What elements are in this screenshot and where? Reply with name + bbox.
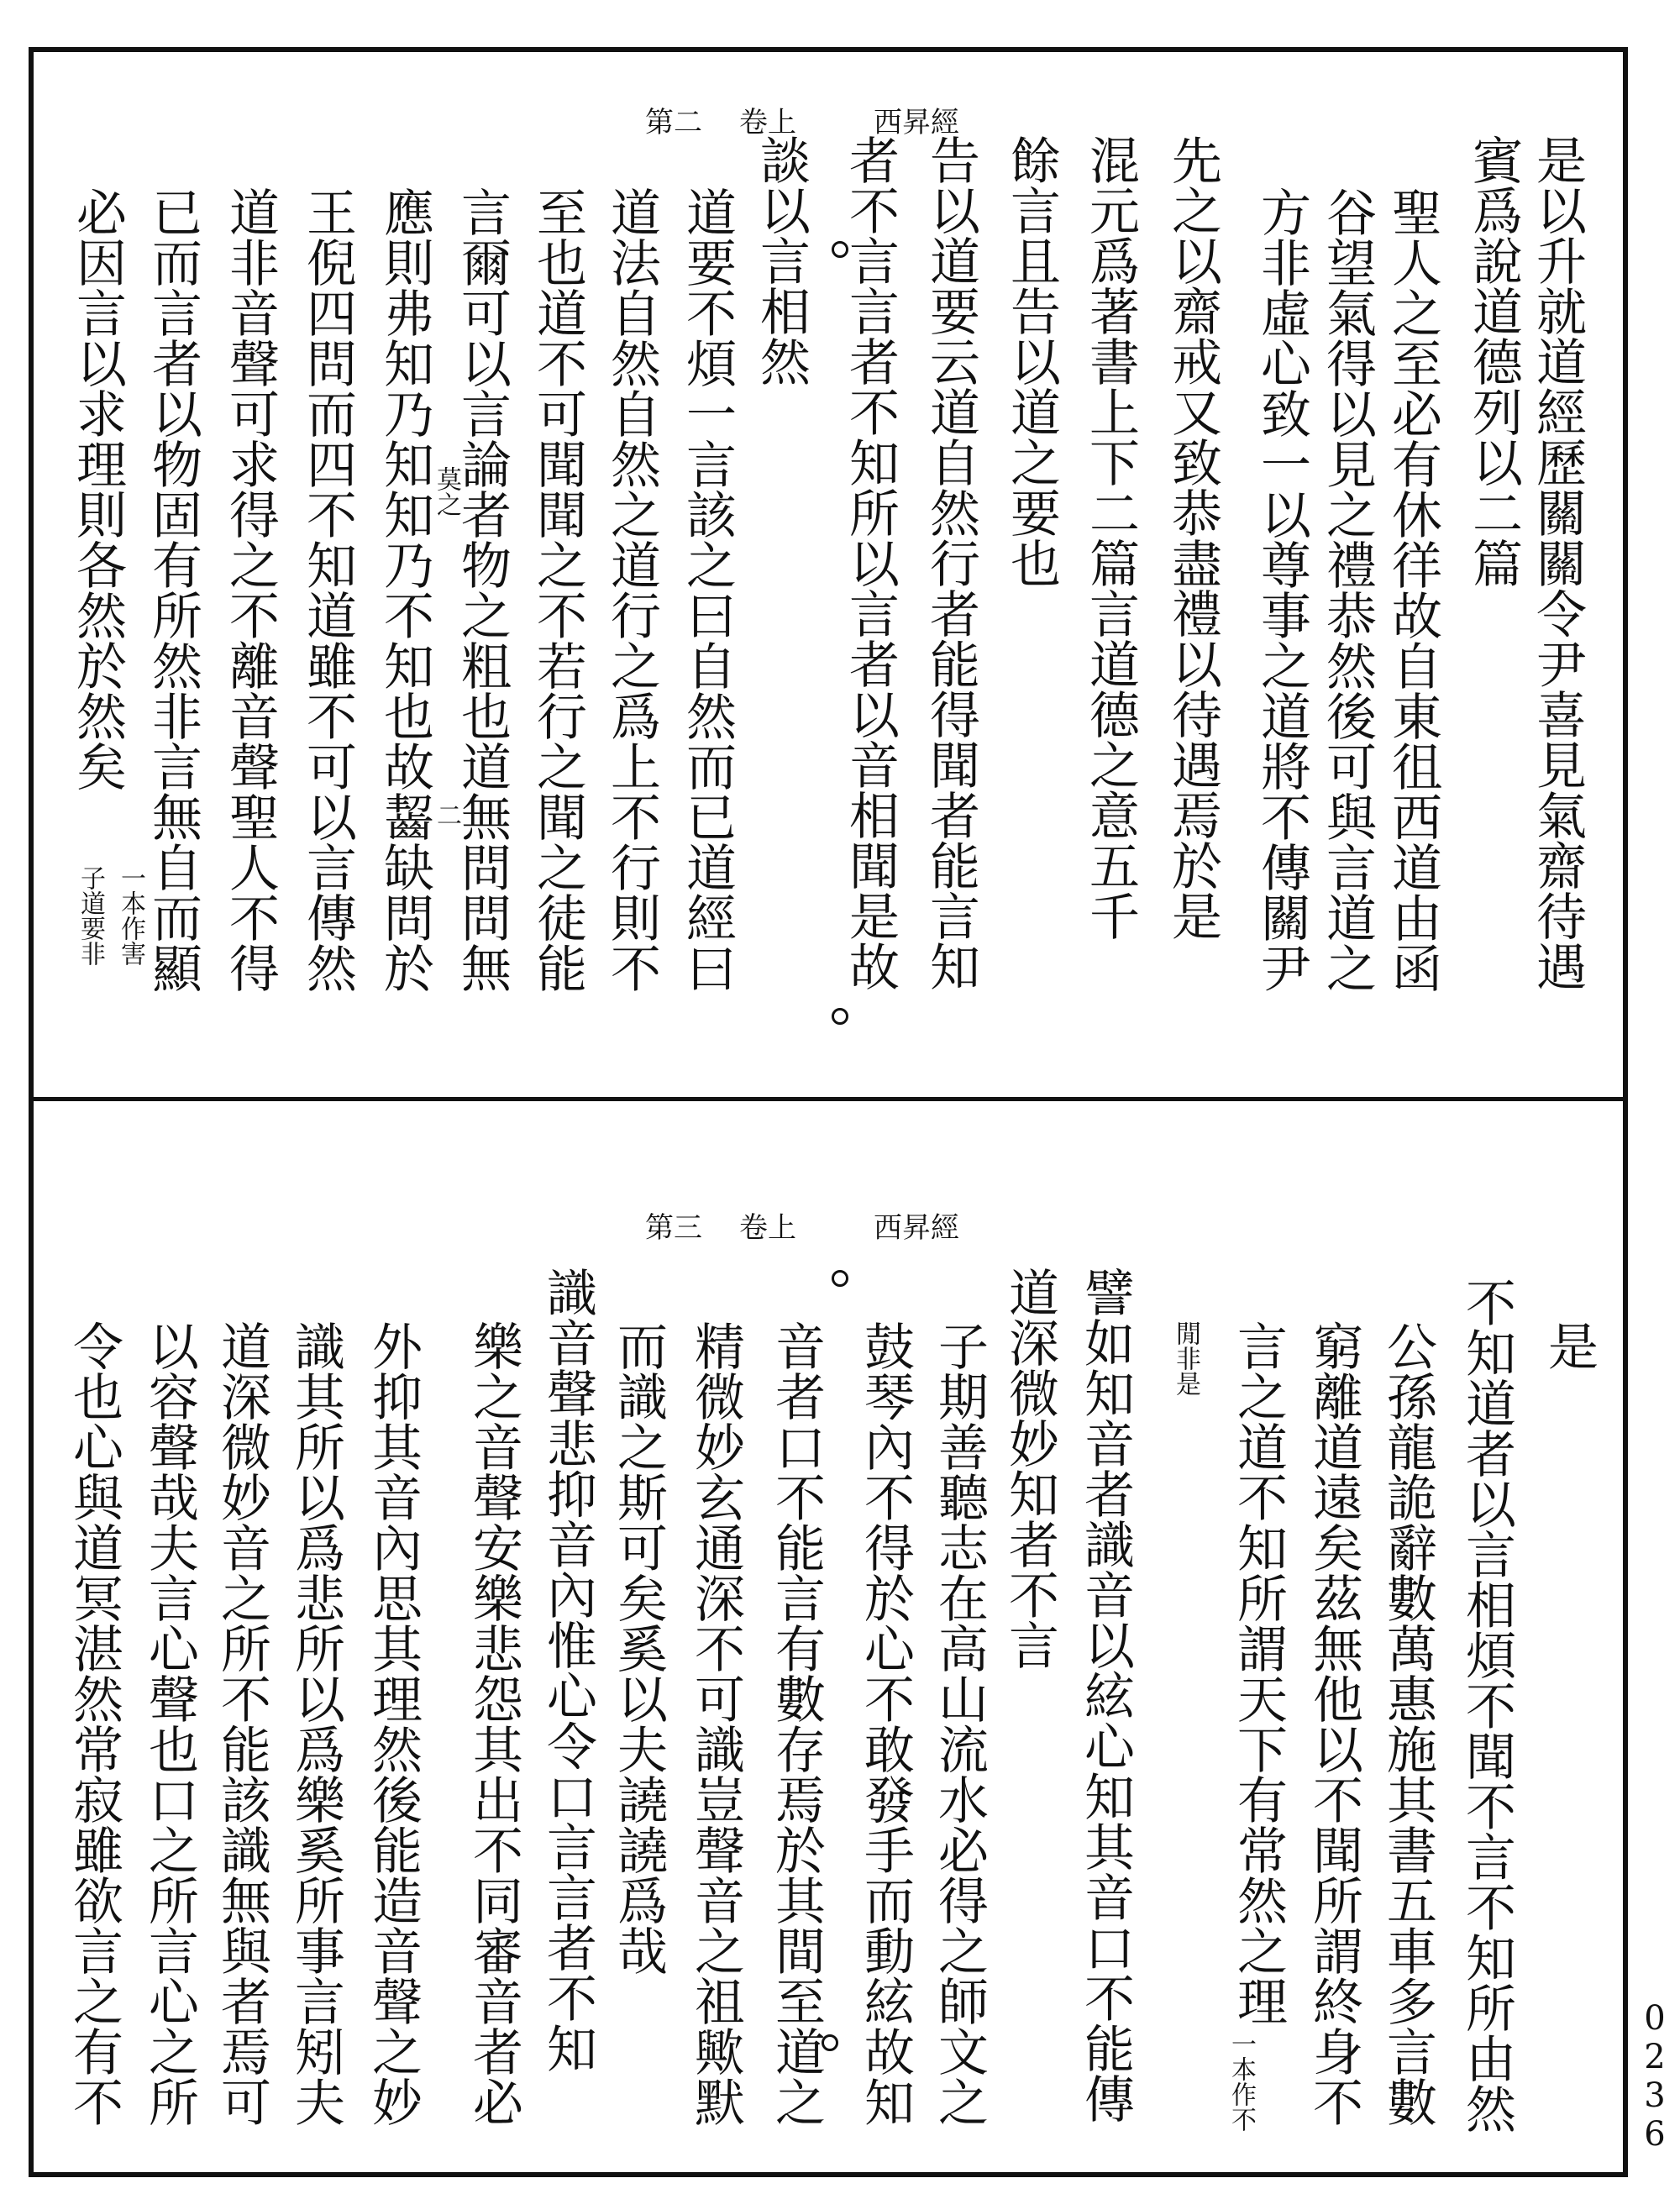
top-col-15: 言爾可以言論者物之粗也道無問問無 [453, 186, 512, 993]
top-col-19: 已而言者以物固有所然非言無自而顯 [144, 186, 202, 993]
bottom-col-7: 譬如知音者識音以絃心知其音口不能傳 [1076, 1267, 1135, 2123]
bottom-header-book: 西昇經 [874, 1211, 959, 1245]
top-col-20: 必因言以求理則各然於然矣 [68, 186, 127, 791]
top-note-inline: 莫之 [432, 466, 461, 517]
bottom-header-volume: 卷上 [739, 1211, 796, 1245]
top-col-3: 聖人之至必有休徉故自東徂西道由函 [1383, 186, 1442, 993]
top-col-8: 餘言且告以道之要也 [1002, 134, 1061, 588]
top-header-volume: 卷上 [739, 106, 796, 139]
top-note-variant-2: 子道要非 [76, 865, 105, 966]
bottom-col-2: 不知道者以言相煩不聞不言不知所由然 [1457, 1277, 1516, 2133]
bottom-col-20: 令也心與道冥湛然常寂雖欲言之有不 [65, 1320, 123, 2127]
bottom-circle-mark-2 [822, 2034, 838, 2051]
top-page-header [0, 99, 1680, 139]
top-circle-mark-1 [832, 241, 848, 258]
top-col-7: 混元爲著書上下二篇言道德之意五千 [1081, 134, 1140, 941]
top-col-14: 至也道不可聞聞之不若行之聞之徒能 [528, 186, 587, 993]
bottom-col-19: 以容聲哉夫言心聲也口之所言心之所 [140, 1320, 199, 2127]
bottom-col-14: 識音聲悲抑音內惟心令口言言者不知 [538, 1267, 597, 2073]
top-note-margin: 二 [432, 802, 461, 827]
bottom-col-16: 外抑其音內思其理然後能造音聲之妙 [364, 1320, 423, 2127]
bottom-col-5: 言之道不知所謂天下有常然之理 [1229, 1320, 1288, 2026]
bottom-header-chapter: 第三 [645, 1211, 702, 1245]
top-circle-mark-2 [832, 1008, 848, 1025]
bottom-col-4: 窮離道遠矣茲無他以不聞所謂終身不 [1305, 1320, 1363, 2127]
top-col-12: 道要不煩一言該之曰自然而已道經曰 [678, 186, 737, 993]
top-col-9: 告以道要云道自然行者能得聞者能言知 [921, 134, 980, 991]
bottom-col-13: 而識之斯可矣奚以夫譊譊爲哉 [609, 1320, 668, 1976]
top-col-11: 談以言相然 [752, 134, 811, 386]
bottom-col-17: 識其所以爲悲所以爲樂奚所事言矧夫 [286, 1320, 345, 2127]
top-col-2: 賓爲說道德列以二篇 [1464, 134, 1523, 588]
bottom-col-9: 子期善聽志在高山流水必得之師文之 [930, 1320, 989, 2127]
bottom-col-15: 樂之音聲安樂悲怨其出不同審音者必 [465, 1320, 523, 2127]
bottom-note-variant-2: 閒非是 [1171, 1320, 1200, 1396]
top-col-16: 應則弗知乃知知乃不知也故齧缺問於 [375, 186, 434, 993]
bottom-col-11: 音者口不能言有數存焉於其間至道之 [767, 1320, 826, 2127]
bottom-col-3: 公孫龍詭辭數萬惠施其書五車多言數 [1378, 1320, 1437, 2127]
top-col-17: 王倪四問而四不知道雖不可以言傳然 [298, 186, 357, 993]
top-col-13: 道法自然自然之道行之爲上不行則不 [602, 186, 661, 993]
page-divider [29, 1097, 1628, 1101]
bottom-note-variant-1: 一本作不 [1226, 2031, 1256, 2132]
top-col-18: 道非音聲可求得之不離音聲聖人不得 [221, 186, 280, 993]
bottom-col-10: 鼓琴內不得於心不敢發手而動絃故知 [856, 1320, 915, 2127]
bottom-col-18: 道深微妙音之所不能該識無與者焉可 [213, 1320, 271, 2127]
top-col-5: 方非虛心致一以尊事之道將不傳關尹 [1252, 186, 1311, 993]
bottom-col-8: 道深微妙知者不言 [1000, 1267, 1059, 1670]
top-col-4: 谷望氣得以見之禮恭然後可與言道之 [1318, 186, 1377, 993]
page-number: 0236 [1635, 1999, 1674, 2154]
bottom-col-1: 是 [1540, 1320, 1599, 1371]
top-header-book: 西昇經 [874, 106, 959, 139]
top-header-chapter: 第二 [645, 106, 702, 139]
top-note-variant-1: 一本作害 [116, 865, 145, 966]
bottom-page-header [0, 1204, 1680, 1245]
top-col-1: 是以升就道經歷關關令尹喜見氣齋待遇 [1528, 134, 1587, 991]
bottom-col-12: 精微妙玄通深不可識豈聲音之祖歟默 [686, 1320, 745, 2127]
top-col-10: 者不言言者不知所以言者以音相聞是故 [841, 134, 900, 991]
bottom-circle-mark-1 [832, 1270, 848, 1287]
top-col-6: 先之以齋戒又致恭盡禮以待遇焉於是 [1163, 134, 1222, 941]
